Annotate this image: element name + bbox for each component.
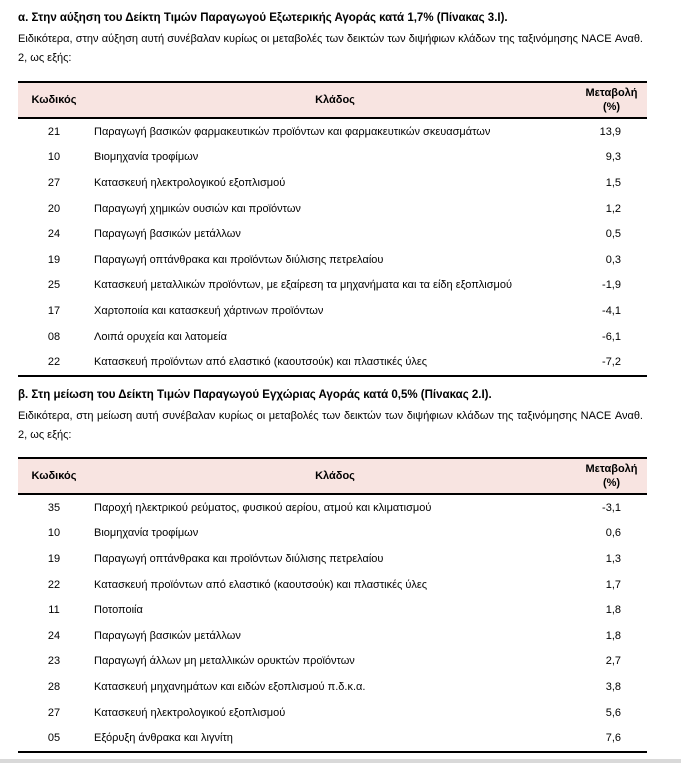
table-row <box>18 298 647 324</box>
row-code: 11 <box>48 604 60 617</box>
row-change: 1,5 <box>605 176 621 189</box>
row-sector: Παραγωγή βασικών μετάλλων <box>94 228 241 241</box>
row-change: 3,8 <box>605 680 621 693</box>
row-sector: Λοιπά ορυχεία και λατομεία <box>94 330 227 343</box>
row-code: 19 <box>47 552 61 565</box>
col-change-header <box>576 458 647 494</box>
row-code: 24 <box>47 228 61 241</box>
row-change: 13,9 <box>599 125 621 138</box>
row-code: 28 <box>47 680 61 693</box>
row-code: 17 <box>47 304 61 317</box>
col-sector-header: Κλάδος <box>90 458 576 494</box>
row-code: 05 <box>18 725 90 752</box>
row-sector: Κατασκευή προϊόντων από ελαστικό (καουτσούκ) και πλαστικές ύλες <box>90 349 576 376</box>
col-change-header <box>576 82 647 118</box>
row-code: 22 <box>18 349 90 376</box>
row-change: -4,1 <box>602 304 621 317</box>
col-sector-header: Κλάδος <box>90 82 576 118</box>
row-change: -3,1 <box>602 501 621 514</box>
row-change: 0,6 <box>605 527 621 540</box>
table-row <box>18 494 647 521</box>
table-row <box>18 623 647 649</box>
row-code: 35 <box>47 501 61 514</box>
row-sector: Κατασκευή ηλεκτρολογικού εξοπλισμού <box>94 176 286 189</box>
table-a <box>18 81 647 377</box>
row-code: 24 <box>47 629 61 642</box>
row-change: -6,1 <box>602 330 621 343</box>
row-code: 19 <box>47 253 61 266</box>
row-sector: Παραγωγή βασικών μετάλλων <box>94 629 241 642</box>
row-code: 23 <box>47 655 61 668</box>
col-change-header-line2: (%) <box>602 477 621 489</box>
row-change: 5,6 <box>605 706 621 719</box>
row-sector: Παραγωγή οπτάνθρακα και προϊόντων διύλισης πετρελαίου <box>94 253 384 266</box>
table-row <box>18 145 647 171</box>
table-row <box>18 170 647 196</box>
section-b-paragraph: Ειδικότερα, στη μείωση αυτή συνέβαλαν κυρίως οι μεταβολές των δεικτών των διψήφιων κλάδων της ταξινόμησης NACE Αναθ. 2, ως εξής: <box>18 410 643 441</box>
col-change-header-line1: Μεταβολή <box>585 463 638 475</box>
page-bottom-edge <box>0 759 681 763</box>
row-code: 08 <box>47 330 61 343</box>
table-row <box>18 349 647 376</box>
row-change: 2,7 <box>605 655 621 668</box>
table-row <box>18 546 647 572</box>
table-row <box>18 273 647 299</box>
table-row <box>18 196 647 222</box>
row-code: 22 <box>47 578 61 591</box>
row-change: 1,2 <box>605 202 621 215</box>
section-b-heading: β. Στη μείωση του Δείκτη Τιμών Παραγωγού Εγχώριας Αγοράς κατά 0,5% (Πίνακας 2.Ι). <box>18 389 492 401</box>
section-a-paragraph: Ειδικότερα, στην αύξηση αυτή συνέβαλαν κυρίως οι μεταβολές των δεικτών των διψήφιων κλάδων της ταξινόμησης NACE Αναθ. 2, ως εξής: <box>18 33 643 64</box>
row-sector: Εξόρυξη άνθρακα και λιγνίτη <box>90 725 576 752</box>
row-code: 20 <box>47 202 61 215</box>
row-change: -7,2 <box>576 349 647 376</box>
table-row <box>18 521 647 547</box>
row-sector: Κατασκευή μεταλλικών προϊόντων, με εξαίρεση τα μηχανήματα και τα είδη εξοπλισμού <box>94 279 512 292</box>
row-sector: Παραγωγή οπτάνθρακα και προϊόντων διύλισης πετρελαίου <box>94 552 384 565</box>
col-code-header: Κωδικός <box>18 82 90 118</box>
table-row <box>18 324 647 350</box>
table-row <box>18 674 647 700</box>
row-code: 21 <box>47 125 61 138</box>
table-b-header-row <box>18 458 647 494</box>
row-code: 25 <box>47 279 61 292</box>
col-change-header-line1: Μεταβολή <box>585 87 638 99</box>
col-code-header: Κωδικός <box>18 458 90 494</box>
row-sector: Παραγωγή χημικών ουσιών και προϊόντων <box>94 202 301 215</box>
table-row <box>18 700 647 726</box>
row-change: 7,6 <box>576 725 647 752</box>
row-sector: Ποτοποιία <box>94 604 143 617</box>
row-change: 1,3 <box>605 552 621 565</box>
row-code: 10 <box>47 527 61 540</box>
row-code: 27 <box>47 176 61 189</box>
col-change-header-line2: (%) <box>602 101 621 113</box>
table-row <box>18 725 647 752</box>
row-sector: Παροχή ηλεκτρικού ρεύματος, φυσικού αερίου, ατμού και κλιματισμού <box>94 501 432 514</box>
row-change: 0,3 <box>605 253 621 266</box>
row-change: 1,8 <box>605 604 621 617</box>
table-row <box>18 247 647 273</box>
table-row <box>18 649 647 675</box>
section-a-heading: α. Στην αύξηση του Δείκτη Τιμών Παραγωγού Εξωτερικής Αγοράς κατά 1,7% (Πίνακας 3.Ι). <box>18 12 508 24</box>
row-change: 9,3 <box>605 151 621 164</box>
row-change: -1,9 <box>602 279 621 292</box>
table-row <box>18 118 647 145</box>
row-sector: Κατασκευή ηλεκτρολογικού εξοπλισμού <box>94 706 286 719</box>
table-row <box>18 572 647 598</box>
row-sector: Παραγωγή βασικών φαρμακευτικών προϊόντων και φαρμακευτικών σκευασμάτων <box>94 125 491 138</box>
row-sector: Κατασκευή προϊόντων από ελαστικό (καουτσούκ) και πλαστικές ύλες <box>94 578 428 591</box>
row-sector: Κατασκευή μηχανημάτων και ειδών εξοπλισμού π.δ.κ.α. <box>94 680 366 693</box>
table-a-header-row <box>18 82 647 118</box>
row-sector: Παραγωγή άλλων μη μεταλλικών ορυκτών προϊόντων <box>94 655 355 668</box>
row-change: 0,5 <box>605 228 621 241</box>
table-row <box>18 597 647 623</box>
row-change: 1,8 <box>605 629 621 642</box>
row-sector: Χαρτοποιία και κατασκευή χάρτινων προϊόντων <box>94 304 324 317</box>
table-b <box>18 457 647 753</box>
row-change: 1,7 <box>605 578 621 591</box>
row-sector: Βιομηχανία τροφίμων <box>94 151 199 164</box>
table-row <box>18 221 647 247</box>
row-code: 27 <box>47 706 61 719</box>
row-sector: Βιομηχανία τροφίμων <box>94 527 199 540</box>
row-code: 10 <box>47 151 61 164</box>
